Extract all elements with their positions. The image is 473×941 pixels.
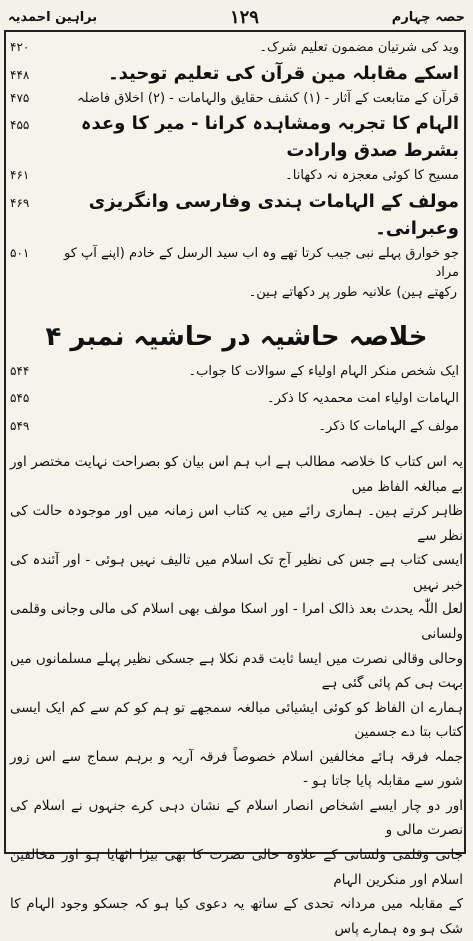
toc-row (10, 417, 463, 437)
toc-text: ایک شخص منکر الہام اولیاء کے سوالات کا جواب۔ (188, 363, 459, 379)
toc-row (10, 188, 463, 242)
toc-page-number: ۴۷۵ (10, 90, 30, 105)
body-line: ہمارے ان الفاظ کو کوئی ایشیائی مبالغہ سمجھے تو ہم کو کم سے کم ایک ایسی کتاب بتا دے جسمین (10, 699, 463, 741)
section-title: خلاصہ حاشیہ در حاشیہ نمبر ۴ (45, 321, 428, 352)
body-line: کے مقابلہ میں مردانہ تحدی کے ساتھ یہ دعوی کیا ہو کہ جسکو وجود الہام کا شک ہو وہ ہمارے پاس (10, 896, 463, 937)
toc-row (10, 389, 463, 409)
toc-text: مولف کے الہامات ہندی وفارسی وانگریزی وعبرانی۔ (88, 190, 459, 239)
sub-contents-list (10, 362, 463, 437)
toc-row (10, 244, 463, 283)
header-right-title: حصہ چہارم (391, 9, 465, 25)
toc-text: الہام کا تجربہ ومشاہدہ کرانا - میر کا وعدہ بشرط صدق وارادت (80, 113, 459, 161)
body-line: یہ اس کتاب کا خلاصہ مطالب ہے اب ہم اس بیان کو بصراحت نہایت مختصر اور بے مبالغہ الفاظ میں (10, 454, 463, 495)
contents-list (10, 38, 463, 300)
toc-page-number: ۴۵۵ (10, 118, 30, 132)
toc-row (10, 362, 463, 382)
toc-text: جو خوارق پہلے نبی جیب کرتا تھے وہ اب سید الرسل کے خادم (اپنے آپ کو مراد (64, 245, 459, 280)
body-line: جانی وقلمی ولسانی کے علاوہ حالی نصرت کا بھی بیڑا اٹھایا ہو اور مخالفین اسلام اور منکرین الہام (10, 847, 463, 888)
header-left-title: براہین احمدیہ (8, 9, 98, 25)
body-line: جملہ فرقہ ہائے مخالفین اسلام خصوصاً فرقہ آریہ و برہم سماج سے اس زور شور سے مقابلہ پایا جاتا ہو - (10, 748, 463, 790)
body-line: وحالی وقالی نصرت میں ایسا ثابت قدم نکلا ہے جسکی نظیر پہلے مسلمانوں میں بہت ہی کم پائی گئی ہے (10, 650, 463, 692)
page-content (10, 36, 463, 941)
page-number: ۱۲۹ (229, 6, 259, 28)
toc-text: اسکے مقابلہ مین قرآن کی تعلیم توحید۔ (108, 62, 459, 84)
body-line: لعل اللّٰہ یحدث بعد ذالک امرا - اور اسکا مولف بھی اسلام کی مالی وجانی وقلمی ولسانی (10, 601, 463, 642)
toc-row (10, 166, 463, 186)
toc-page-number: ۵۴۹ (10, 418, 30, 433)
toc-page-number: ۵۴۴ (10, 363, 30, 378)
toc-continuation: رکھتے ہین) علانیہ طور پر دکھاتے ہین۔ (248, 284, 457, 300)
toc-row (10, 60, 463, 87)
toc-text: قرآن کے متابعت کے آثار - (۱) کشف حقایق والہامات - (۲) اخلاق فاضلہ (77, 90, 459, 106)
toc-page-number: ۴۶۹ (10, 195, 30, 210)
toc-row (10, 110, 463, 164)
toc-text: مولف کے الہامات کا ذکر۔ (318, 418, 459, 434)
page-header (8, 6, 465, 28)
body-line: ظاہر کرتے ہین۔ ہماری رائے میں یہ کتاب اس زمانہ میں اور موجودہ حالت کی نظر سے (10, 503, 463, 544)
toc-text: وید کی شرتیان مضمون تعلیم شرک۔ (259, 40, 459, 55)
toc-text: مسیح کا کوئی معجزہ نہ دکھانا۔ (285, 168, 459, 183)
toc-page-number: ۵۰۱ (10, 245, 30, 260)
toc-page-number: ۵۴۵ (10, 391, 30, 405)
toc-text: الہامات اولیاء امت محمدیہ کا ذکر۔ (266, 391, 459, 406)
body-line: اور دو چار ایسے اشخاص انصار اسلام کے نشان دہی کرے جنہوں نے اسلام کی نصرت مالی و (10, 797, 463, 839)
toc-row (10, 89, 463, 109)
toc-row (10, 38, 463, 58)
toc-page-number: ۴۶۱ (10, 168, 30, 182)
toc-page-number: ۴۴۸ (10, 67, 30, 82)
body-line: ایسی کتاب ہے جس کی نظیر آج تک اسلام میں تالیف نہیں ہوئی - اور آئندہ کی خبر نہیں (10, 552, 463, 593)
body-paragraph (10, 450, 463, 941)
toc-page-number: ۴۲۰ (10, 40, 30, 54)
